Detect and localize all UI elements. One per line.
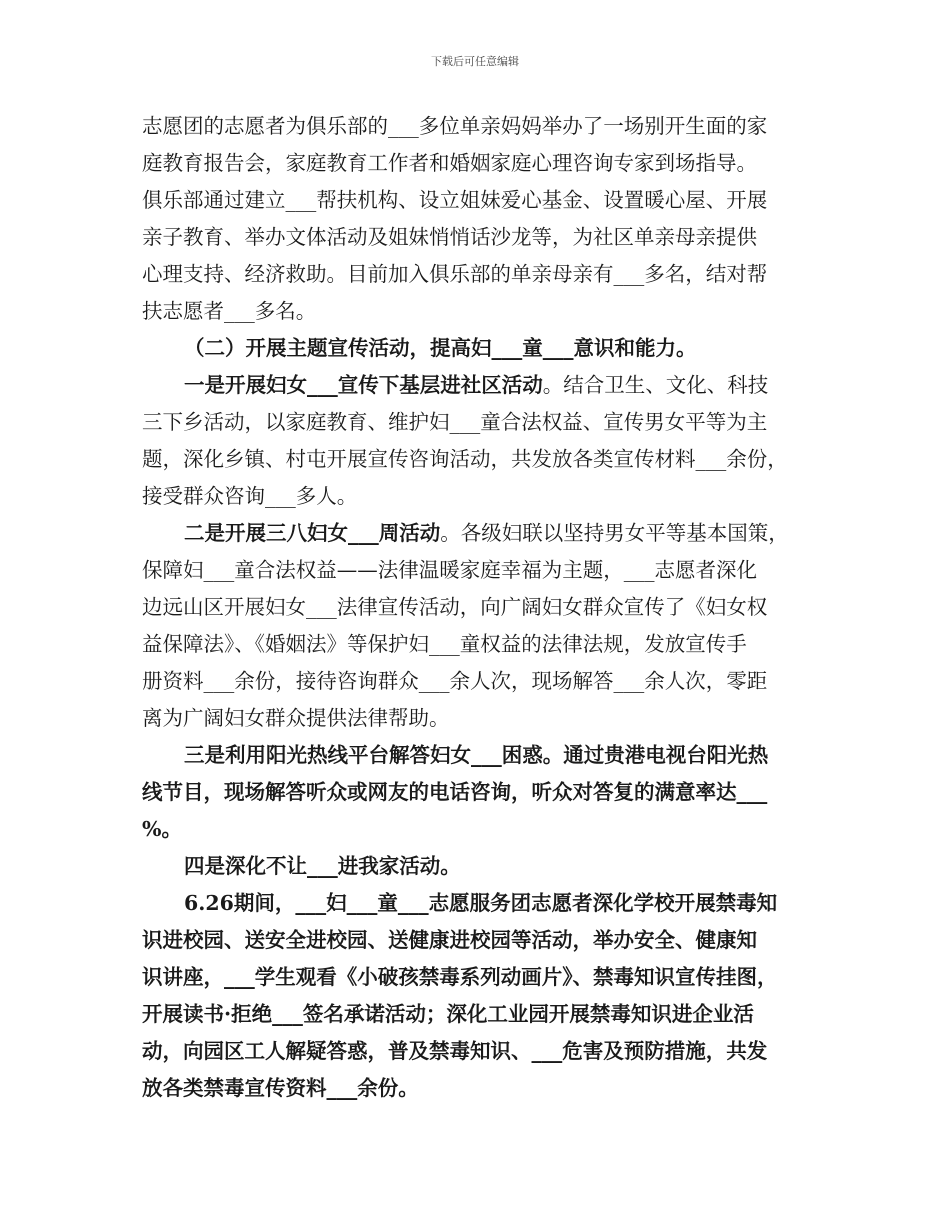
paragraph-line: 志愿团的志愿者为俱乐部的___多位单亲妈妈举办了一场别开生面的家	[142, 114, 768, 138]
paragraph-line: 开展读书·拒绝___签名承诺活动；深化工业园开展禁毒知识进企业活	[142, 1002, 754, 1026]
paragraph-line	[142, 515, 820, 552]
paragraph-line: 保障妇___童合法权益——法律温暖家庭幸福为主题，___志愿者深化	[142, 558, 757, 582]
paragraph-line	[142, 367, 820, 404]
paragraph-line: 三是利用阳光热线平台解答妇女___困惑。通过贵港电视台阳光热	[184, 743, 769, 767]
document-body	[142, 108, 820, 1107]
paragraph-line: 边远山区开展妇女___法律宣传活动，向广阔妇女群众宣传了《妇女权	[142, 595, 768, 619]
item-text: 。各级妇联以坚持男女平等基本国策，	[440, 521, 789, 545]
paragraph-line: 三下乡活动，以家庭教育、维护妇___童合法权益、宣传男女平等为主	[142, 410, 768, 434]
item-text: 。结合卫生、文化、科技	[542, 373, 769, 397]
item-heading: 一是开展妇女___宣传下基层进社区活动	[184, 373, 543, 397]
paragraph-line: 识讲座，___学生观看《小破孩禁毒系列动画片》、禁毒知识宣传挂图，	[142, 965, 778, 989]
paragraph-line: 扶志愿者___多名。	[142, 299, 317, 323]
paragraph-line: 接受群众咨询___多人。	[142, 484, 358, 508]
section-heading: （二）开展主题宣传活动，提高妇___童___意识和能力。	[184, 336, 697, 360]
paragraph-line: 益保障法》、《婚姻法》等保护妇___童权益的法律法规，发放宣传手	[142, 632, 747, 656]
paragraph-line: 册资料___余份，接待咨询群众___余人次，现场解答___余人次，零距	[142, 669, 768, 693]
paragraph-line: 识进校园、送安全进校园、送健康进校园等活动，举办安全、健康知	[142, 928, 757, 952]
paragraph-line: 心理支持、经济救助。目前加入俱乐部的单亲母亲有___多名，结对帮	[142, 262, 768, 286]
paragraph-line: 俱乐部通过建立___帮扶机构、设立姐妹爱心基金、设置暖心屋、开展	[142, 188, 768, 212]
paragraph-line: 线节目，现场解答听众或网友的电话咨询，听众对答复的满意率达___	[142, 780, 768, 804]
paragraph-line: 6.26期间，___妇___童___志愿服务团志愿者深化学校开展禁毒知	[184, 891, 778, 915]
page-header: 下载后可任意编辑	[431, 55, 519, 68]
paragraph-line: 动，向园区工人解疑答惑，普及禁毒知识、___危害及预防措施，共发	[142, 1039, 768, 1063]
paragraph-line: 放各类禁毒宣传资料___余份。	[142, 1076, 419, 1100]
paragraph-line: 离为广阔妇女群众提供法律帮助。	[142, 706, 450, 730]
paragraph-line: 庭教育报告会，家庭教育工作者和婚姻家庭心理咨询专家到场指导。	[142, 151, 757, 175]
paragraph-line: 亲子教育、举办文体活动及姐妹悄悄话沙龙等，为社区单亲母亲提供	[142, 225, 757, 249]
item-heading: 二是开展三八妇女___周活动	[184, 521, 441, 545]
paragraph-line: 题，深化乡镇、村屯开展宣传咨询活动，共发放各类宣传材料___余份，	[142, 447, 788, 471]
paragraph-line: %。	[142, 817, 182, 841]
paragraph-line: 四是深化不让___进我家活动。	[184, 854, 461, 878]
